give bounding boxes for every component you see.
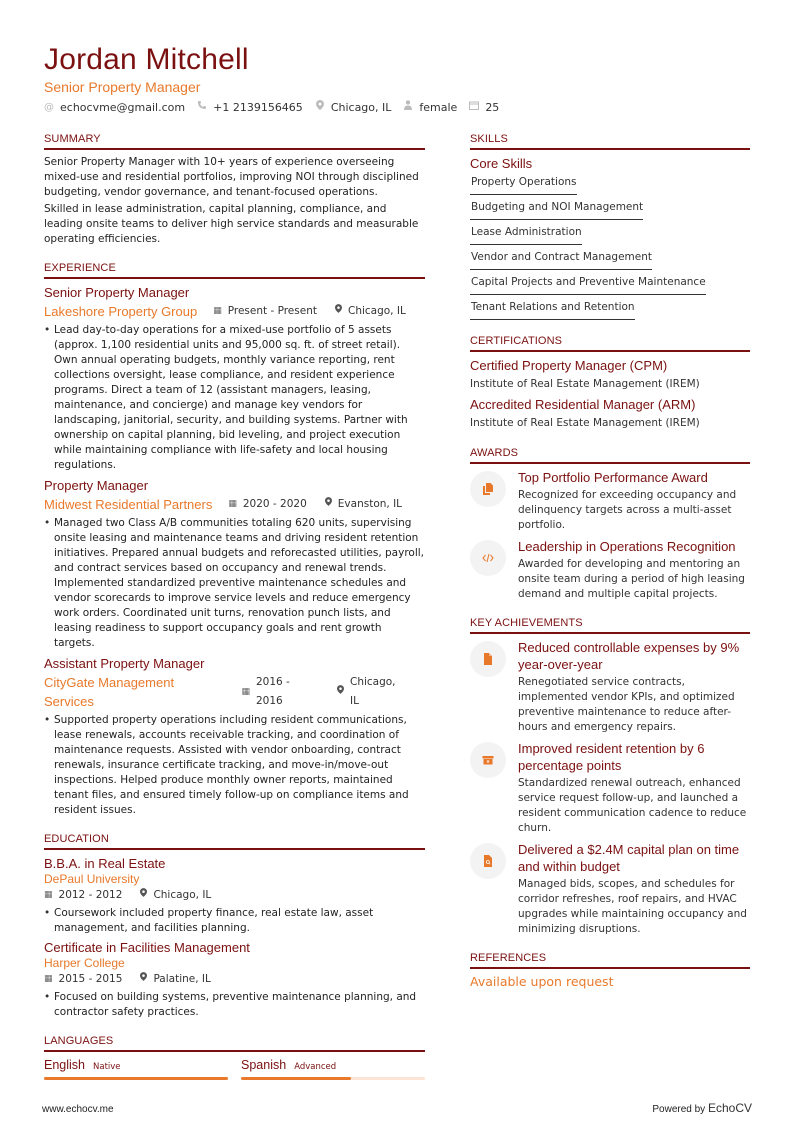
language-header [44, 1057, 228, 1075]
education-meta-row [44, 971, 425, 988]
education-bullet: • Coursework included property finance, real estate law, asset management, and facilities planning. [44, 906, 425, 936]
language-item [241, 1057, 425, 1080]
job-title: Property Manager [44, 478, 149, 493]
language-level: Advanced [294, 1062, 337, 1072]
job-dates-value: 2016 - 2016 [255, 676, 290, 707]
achievement-description: Renegotiated service contracts, implemented vendor KPIs, and optimized preventive maintenance to reduce after-hours and emergency repairs. [518, 676, 735, 733]
award-description: Recognized for exceeding occupancy and delinquency targets across a multi-asset portfolio. [518, 489, 737, 531]
job-bullets [44, 516, 425, 651]
location-icon [140, 887, 147, 904]
powered-by[interactable] [652, 1101, 752, 1115]
language-proficiency-fill [241, 1077, 351, 1080]
awards-heading: AWARDS [470, 446, 750, 464]
page-footer [42, 1101, 752, 1115]
job-bullet: • Supported property operations including resident communications, lease renewals, accounts receivable tracking, and coordination of maintenance requests. Assisted with vendor onboarding, contract renewals, insurance certificate tracking, and move-in/move-out inspections. Helped produce monthly owner reports, maintained tenant files, and ensured timely follow-up on compliance items and resident issues. [44, 713, 425, 818]
experience-heading: EXPERIENCE [44, 261, 425, 279]
calendar-icon: ▦ [213, 306, 222, 316]
language-item [44, 1057, 228, 1080]
experience-item [44, 655, 425, 818]
calendar-icon: ▦ [44, 974, 53, 984]
copy-icon [470, 471, 506, 507]
education-dates-value: 2015 - 2015 [58, 973, 123, 985]
achievement-item [470, 639, 750, 735]
certifications-section [470, 334, 750, 432]
language-header [241, 1057, 425, 1075]
job-bullet: • Managed two Class A/B communities totaling 620 units, supervising onsite leasing and maintenance teams and driving resident retention initiatives. Prepared annual budgets and reforecasted utilities, payroll, and contract services based on occupancy and renewal trends. Implemented standardized preventive maintenance schedules and vendor scorecards to improve service levels and reduce emergency work orders. Coordinated unit turns, renovation punch lists, and leasing readiness to support occupancy goals and rent growth targets. [44, 516, 425, 651]
experience-section [44, 261, 425, 818]
language-level: Native [93, 1062, 121, 1072]
education-item [44, 855, 425, 936]
website-link[interactable]: www.echocv.me [42, 1104, 114, 1115]
education-section [44, 832, 425, 1020]
skill-item: Budgeting and NOI Management [470, 195, 643, 220]
certification-org: Institute of Real Estate Management (IREM) [470, 417, 700, 429]
job-location [337, 673, 407, 711]
award-item [470, 469, 750, 533]
company-name: CityGate Management Services [44, 675, 175, 709]
education-location [140, 971, 210, 988]
education-meta-row [44, 887, 425, 904]
job-location [325, 495, 402, 514]
company-name: Midwest Residential Partners [44, 497, 213, 512]
award-body [518, 538, 750, 602]
achievement-item [470, 740, 750, 836]
job-bullets [44, 713, 425, 818]
education-dates [44, 971, 122, 988]
contact-age-value: 25 [485, 100, 500, 114]
job-location-value: Evanston, IL [337, 498, 403, 510]
achievement-title: Delivered a $2.4M capital plan on time and within budget [518, 842, 740, 874]
job-meta-row [44, 673, 425, 711]
brand-name: EchoCV [707, 1101, 752, 1115]
language-name: English [44, 1058, 85, 1072]
references-heading: REFERENCES [470, 951, 750, 969]
contact-location [315, 100, 392, 115]
education-location-value: Chicago, IL [153, 889, 212, 901]
code-icon [470, 540, 506, 576]
skill-item: Vendor and Contract Management [470, 245, 652, 270]
achievement-body [518, 740, 750, 836]
at-icon: @ [44, 101, 54, 113]
job-location-value: Chicago, IL [347, 305, 406, 317]
calendar-icon [469, 101, 479, 115]
location-icon [335, 302, 342, 321]
calendar-icon: ▦ [44, 890, 53, 900]
certification-org: Institute of Real Estate Management (IREM) [470, 378, 700, 390]
skill-item: Tenant Relations and Retention [470, 295, 635, 320]
award-body [518, 469, 750, 533]
achievement-title: Improved resident retention by 6 percentage points [518, 741, 705, 773]
education-bullet: • Focused on building systems, preventive maintenance planning, and contractor safety practices. [44, 990, 425, 1020]
location-icon [337, 683, 344, 702]
skill-list [470, 173, 750, 320]
candidate-name: Jordan Mitchell [44, 43, 249, 76]
degree-title: B.B.A. in Real Estate [44, 856, 166, 871]
award-title: Leadership in Operations Recognition [518, 539, 736, 554]
references-section [470, 951, 750, 990]
certification-item [470, 396, 750, 432]
job-location-value: Chicago, IL [349, 676, 396, 707]
job-title: Assistant Property Manager [44, 656, 205, 671]
job-dates [228, 495, 306, 514]
location-icon [315, 100, 325, 115]
candidate-title: Senior Property Manager [44, 79, 201, 95]
contact-gender-value: female [419, 100, 458, 114]
job-bullet: • Lead day-to-day operations for a mixed-use portfolio of 5 assets (approx. 1,100 residential units and 95,000 sq. ft. of street retail). Own annual operating budgets, monthly variance reporting, rent collections oversight, lease compliance, and resident experience programs. Direct a team of 12 (assistant managers, leasing, maintenance, and concierge) and manage key vendors for landscaping, janitorial, security, and building systems. Partner with ownership on capital planning, bid leveling, and project execution while maintaining compliance with life-safety and local housing regulations. [44, 323, 425, 473]
certification-name: Accredited Residential Manager (ARM) [470, 397, 696, 412]
certification-item [470, 357, 750, 393]
skill-item: Lease Administration [470, 220, 582, 245]
file-icon [470, 641, 506, 677]
summary-section [44, 132, 425, 247]
skills-section [470, 132, 750, 320]
school-name: DePaul University [44, 872, 140, 886]
education-heading: EDUCATION [44, 832, 425, 850]
archive-icon [470, 742, 506, 778]
education-location-value: Palatine, IL [153, 973, 211, 985]
education-dates [44, 887, 122, 904]
location-icon [140, 971, 147, 988]
award-description: Awarded for developing and mentoring an onsite team during a period of high leasing demand and multiple capital projects. [518, 558, 745, 600]
contact-phone-value: +1 2139156465 [213, 100, 303, 114]
education-bullets [44, 990, 425, 1020]
languages-heading: LANGUAGES [44, 1034, 425, 1052]
achievements-heading: KEY ACHIEVEMENTS [470, 616, 750, 634]
job-bullets [44, 323, 425, 473]
summary-heading: SUMMARY [44, 132, 425, 150]
skill-item: Property Operations [470, 173, 577, 195]
job-dates-value: Present - Present [227, 305, 317, 317]
left-column [44, 132, 425, 1094]
summary-paragraph: Skilled in lease administration, capital planning, compliance, and leading onsite teams to deliver high service standards and measurable operating efficiencies. [44, 203, 419, 245]
contact-location-value: Chicago, IL [330, 100, 392, 114]
references-text: Available upon request [470, 974, 614, 989]
company-name: Lakeshore Property Group [44, 304, 198, 319]
person-icon [403, 100, 413, 115]
achievement-title: Reduced controllable expenses by 9% year-over-year [518, 640, 740, 672]
phone-icon [197, 100, 207, 115]
job-dates [241, 673, 319, 711]
degree-title: Certificate in Facilities Management [44, 940, 250, 955]
job-location [335, 302, 406, 321]
job-meta-row [44, 302, 425, 321]
education-item [44, 939, 425, 1020]
job-dates-value: 2020 - 2020 [242, 498, 307, 510]
experience-item [44, 284, 425, 473]
language-proficiency-bar [241, 1077, 425, 1080]
contact-row [44, 100, 754, 115]
achievement-description: Managed bids, scopes, and schedules for corridor refreshes, roof repairs, and HVAC upgrades while maintaining occupancy and minimizing disruptions. [518, 878, 747, 935]
resume-header [44, 42, 754, 115]
calendar-icon: ▦ [228, 499, 237, 509]
file-search-icon [470, 843, 506, 879]
certifications-heading: CERTIFICATIONS [470, 334, 750, 352]
powered-by-label: Powered by [652, 1104, 706, 1115]
awards-section [470, 446, 750, 602]
education-bullets [44, 906, 425, 936]
school-name: Harper College [44, 956, 125, 970]
language-proficiency-bar [44, 1077, 228, 1080]
job-dates [213, 302, 317, 321]
contact-phone[interactable] [197, 100, 303, 115]
languages-row [44, 1057, 425, 1080]
achievements-section [470, 616, 750, 937]
contact-gender [403, 100, 457, 115]
experience-item [44, 477, 425, 651]
certification-name: Certified Property Manager (CPM) [470, 358, 668, 373]
languages-section [44, 1034, 425, 1080]
job-title: Senior Property Manager [44, 285, 190, 300]
job-meta-row [44, 495, 425, 514]
language-name: Spanish [241, 1058, 287, 1072]
education-location [140, 887, 211, 904]
contact-email-value: echocvme@gmail.com [60, 100, 186, 114]
location-icon [325, 495, 332, 514]
calendar-icon: ▦ [241, 686, 250, 697]
skill-group-title: Core Skills [470, 156, 533, 171]
education-dates-value: 2012 - 2012 [58, 889, 123, 901]
language-proficiency-fill [44, 1077, 228, 1080]
skill-item: Capital Projects and Preventive Maintenance [470, 270, 706, 295]
skills-heading: SKILLS [470, 132, 750, 150]
achievement-description: Standardized renewal outreach, enhanced service request follow-up, and launched a resident communication cadence to reduce churn. [518, 777, 747, 834]
achievement-item [470, 841, 750, 937]
award-item [470, 538, 750, 602]
achievement-body [518, 639, 750, 735]
contact-email[interactable] [44, 101, 185, 115]
contact-age [469, 101, 499, 115]
summary-paragraph: Senior Property Manager with 10+ years of experience overseeing mixed-use and residential portfolios, improving NOI through disciplined budgeting, vendor governance, and tenant-focused operations. [44, 156, 419, 198]
achievement-body [518, 841, 750, 937]
right-column [470, 132, 750, 1004]
award-title: Top Portfolio Performance Award [518, 470, 708, 485]
